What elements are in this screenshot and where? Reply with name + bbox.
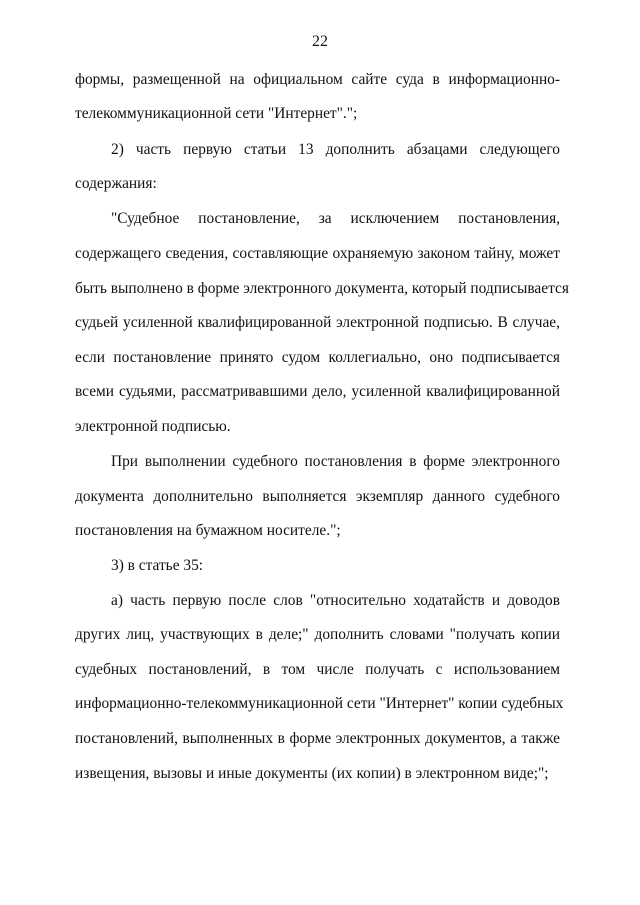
text-line: постановлений, выполненных в форме электронных документов, а также <box>75 730 560 747</box>
text-line: если постановление принято судом коллегиально, оно подписывается <box>75 349 560 366</box>
text-line: 3) в статье 35: <box>111 557 204 574</box>
text-line: При выполнении судебного постановления в форме электронного <box>111 453 560 470</box>
text-line: всеми судьями, рассматривавшими дело, усиленной квалифицированной <box>75 383 560 400</box>
text-line: содержания: <box>75 175 157 192</box>
text-line: содержащего сведения, составляющие охраняемую законом тайну, может <box>75 245 560 262</box>
text-line: телекоммуникационной сети "Интернет"."; <box>75 105 358 122</box>
text-line: 2) часть первую статьи 13 дополнить абзацами следующего <box>111 141 560 158</box>
text-line: электронной подписью. <box>75 418 231 435</box>
text-line: быть выполнено в форме электронного документа, который подписывается <box>75 280 569 297</box>
text-line: постановления на бумажном носителе."; <box>75 522 341 539</box>
text-line: судьей усиленной квалифицированной электронной подписью. В случае, <box>75 314 560 331</box>
text-line: документа дополнительно выполняется экземпляр данного судебного <box>75 488 560 505</box>
text-line: "Судебное постановление, за исключением постановления, <box>111 210 560 227</box>
text-line: формы, размещенной на официальном сайте суда в информационно- <box>75 71 560 88</box>
text-line: а) часть первую после слов "относительно ходатайств и доводов <box>111 592 560 609</box>
text-line: судебных постановлений, в том числе получать с использованием <box>75 661 560 678</box>
page-number: 22 <box>312 33 328 50</box>
text-line: информационно-телекоммуникационной сети "Интернет" копии судебных <box>75 695 564 712</box>
text-line: других лиц, участвующих в деле;" дополнить словами "получать копии <box>75 626 560 643</box>
text-line: извещения, вызовы и иные документы (их копии) в электронном виде;"; <box>75 765 549 782</box>
